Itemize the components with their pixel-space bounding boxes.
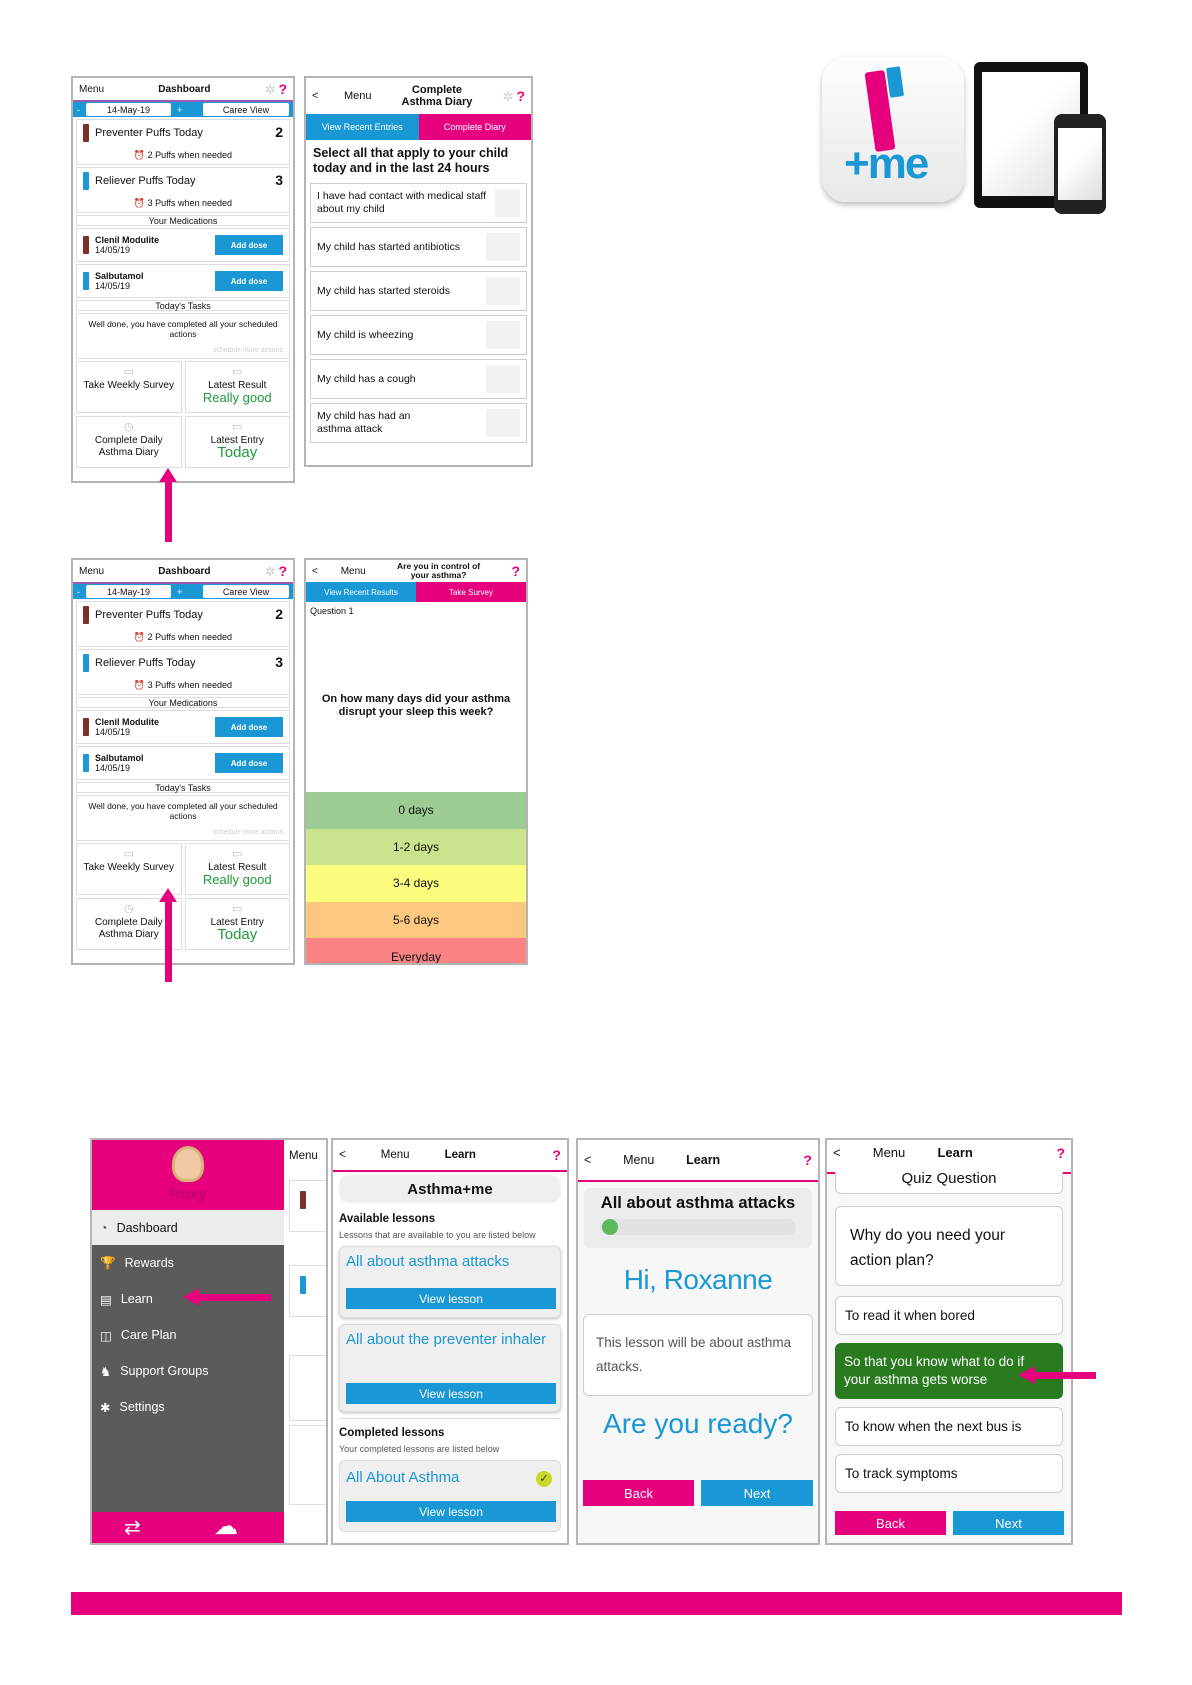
med-row	[76, 746, 290, 780]
reliever-card[interactable]	[76, 167, 290, 213]
med-row	[76, 264, 290, 298]
date-next-button[interactable]: +	[177, 586, 183, 597]
back-button[interactable]: <	[584, 1153, 592, 1167]
nav-item-dashboard[interactable]	[92, 1210, 284, 1245]
trophy-icon: 🏆	[100, 1255, 116, 1270]
schedule-more-link[interactable]: schedule more actions	[212, 829, 283, 836]
latest-result-value: Really good	[202, 390, 272, 405]
reliever-count: 3	[275, 654, 283, 670]
view-lesson-button[interactable]: View lesson	[346, 1501, 556, 1522]
map-icon: ◫	[100, 1328, 112, 1343]
diary-option[interactable]	[310, 315, 527, 355]
add-dose-button[interactable]: Add dose	[215, 271, 283, 291]
arrow-up-icon	[165, 480, 172, 542]
add-dose-button[interactable]: Add dose	[215, 235, 283, 255]
daily-diary-tile[interactable]	[76, 416, 182, 468]
alarm-icon: ⏰	[133, 150, 146, 160]
view-lesson-button[interactable]: View lesson	[346, 1383, 556, 1404]
menu-button[interactable]: Menu	[340, 565, 366, 577]
progress-bar	[600, 1219, 796, 1235]
survey-question: On how many days did your asthma disrupt your sleep this week?	[321, 693, 511, 718]
inhaler-icon	[83, 718, 89, 736]
preventer-count: 2	[275, 606, 283, 622]
clock-icon: ◷	[123, 903, 134, 915]
date-prev-button[interactable]: -	[77, 104, 80, 115]
nav-item-support-groups[interactable]	[92, 1353, 284, 1389]
caree-view-button[interactable]: Caree View	[203, 585, 289, 598]
people-icon: ♞	[100, 1364, 112, 1379]
footer-bar	[71, 1592, 1122, 1615]
tasks-text: Well done, you have completed all your scheduled actions	[88, 319, 278, 339]
option-label: My child has started steroids	[317, 284, 451, 297]
arrow-left-icon	[1034, 1372, 1096, 1379]
reliever-count: 3	[275, 172, 283, 188]
view-lesson-button[interactable]: View lesson	[346, 1288, 556, 1309]
alarm-icon: ⏰	[133, 680, 146, 690]
schedule-more-link[interactable]: schedule more actions	[212, 347, 283, 354]
tasks-header: Today's Tasks	[76, 300, 290, 311]
tasks-card	[76, 795, 290, 841]
med-row	[76, 710, 290, 744]
diary-heading: Select all that apply to your child today and in the last 24 hours	[313, 146, 509, 175]
help-icon[interactable]: ?	[278, 562, 287, 579]
back-button[interactable]: <	[339, 1149, 346, 1161]
daily-label: Complete Daily Asthma Diary	[94, 435, 163, 458]
preventer-card[interactable]	[76, 119, 290, 165]
screen-title: Learn	[444, 1149, 476, 1161]
checkbox[interactable]	[486, 277, 520, 305]
latest-entry-tile[interactable]	[185, 898, 291, 950]
screen-title: Complete Asthma Diary	[401, 84, 473, 108]
completed-heading: Completed lessons	[339, 1427, 445, 1439]
dashboard-icon: ◔	[100, 1220, 108, 1235]
add-dose-button[interactable]: Add dose	[215, 717, 283, 737]
help-icon[interactable]: ?	[1056, 1145, 1065, 1161]
latest-result-value: Really good	[202, 872, 272, 887]
help-icon[interactable]: ?	[511, 563, 520, 579]
medications-header: Your Medications	[76, 697, 290, 708]
quiz-answer[interactable]: To track symptoms	[835, 1454, 1063, 1493]
option-label: My child has a cough	[317, 372, 416, 385]
option-label: My child is wheezing	[317, 328, 414, 341]
nav-item-rewards[interactable]	[92, 1245, 284, 1281]
help-icon[interactable]: ?	[278, 80, 287, 97]
reliever-sub: 3 Puffs when needed	[147, 198, 233, 208]
clock-icon: ◷	[123, 421, 134, 433]
available-heading: Available lessons	[339, 1213, 436, 1225]
checkbox[interactable]	[486, 321, 520, 349]
diary-option[interactable]	[310, 271, 527, 311]
lesson-intro-screen	[576, 1138, 820, 1545]
back-button[interactable]: <	[833, 1145, 841, 1160]
diary-option[interactable]	[310, 227, 527, 267]
option-label: My child has started antibiotics	[317, 240, 460, 253]
weekly-label: Take Weekly Survey	[83, 862, 174, 873]
logo-text: +me	[844, 139, 928, 188]
drawer-footer	[92, 1512, 284, 1545]
lesson-heading: All about asthma attacks	[600, 1194, 796, 1212]
diary-option[interactable]	[310, 403, 527, 443]
checkbox[interactable]	[486, 409, 520, 437]
weekly-survey-tile[interactable]	[76, 361, 182, 413]
latest-entry-tile[interactable]	[185, 416, 291, 468]
survey-screen	[304, 558, 528, 965]
menu-button[interactable]: Menu	[872, 1145, 906, 1160]
survey-option[interactable]: 0 days	[306, 792, 526, 829]
dashboard-screen	[71, 76, 295, 483]
nav-drawer-screen	[90, 1138, 328, 1545]
alarm-icon: ⏰	[133, 198, 146, 208]
avatar	[172, 1146, 204, 1182]
menu-button[interactable]: Menu	[343, 90, 372, 102]
nav-label: Settings	[119, 1400, 165, 1414]
med-name: Clenil Modulite	[95, 717, 159, 727]
quiz-answer-selected[interactable]: So that you know what to do if your asthma gets worse	[835, 1343, 1063, 1399]
calendar-icon: ▭	[123, 366, 134, 378]
inhaler-icon	[83, 172, 89, 190]
menu-button[interactable]: Menu	[79, 565, 105, 577]
preventer-count: 2	[275, 124, 283, 140]
inhaler-icon	[83, 272, 89, 290]
med-date: 14/05/19	[95, 245, 131, 255]
med-name: Clenil Modulite	[95, 235, 159, 245]
check-icon: ✓	[536, 1471, 552, 1487]
survey-option[interactable]: 1-2 days	[306, 829, 526, 866]
lesson-title: All about the preventer inhaler	[346, 1331, 547, 1348]
nav-item-care-plan[interactable]	[92, 1317, 284, 1353]
app-title: Asthma+me	[339, 1175, 561, 1203]
greeting: Hi, Roxanne	[623, 1264, 773, 1295]
user-name: Roxy	[169, 1186, 207, 1203]
caree-view-button[interactable]: Caree View	[203, 103, 289, 116]
lesson-card	[339, 1324, 561, 1412]
cloud-icon[interactable]: ☁	[214, 1513, 238, 1540]
back-button[interactable]: <	[312, 565, 318, 577]
calendar-icon: ▭	[123, 848, 134, 860]
date-field[interactable]: 14-May-19	[86, 585, 171, 598]
alarm-icon: ⏰	[133, 632, 146, 642]
reliever-sub: 3 Puffs when needed	[147, 680, 233, 690]
lesson-card	[339, 1460, 561, 1532]
latest-result-label: Latest Result	[208, 380, 267, 391]
calendar-icon: ▭	[232, 366, 243, 378]
reliever-card[interactable]	[76, 649, 290, 695]
inhaler-icon	[83, 606, 89, 624]
med-name: Salbutamol	[95, 753, 144, 763]
reliever-label: Reliever Puffs Today	[95, 657, 196, 669]
nav-label: Support Groups	[120, 1364, 209, 1378]
tasks-header: Today's Tasks	[76, 782, 290, 793]
tab-recent-entries[interactable]: View Recent Entries	[306, 114, 419, 140]
next-button[interactable]: Next	[701, 1480, 813, 1506]
latest-result-tile[interactable]	[185, 843, 291, 895]
gear-icon[interactable]: ✲	[502, 88, 514, 104]
med-date: 14/05/19	[95, 763, 131, 773]
diary-option[interactable]	[310, 359, 527, 399]
menu-label[interactable]: Menu	[289, 1150, 318, 1162]
latest-result-tile[interactable]	[185, 361, 291, 413]
weekly-label: Take Weekly Survey	[83, 380, 174, 391]
arrow-up-icon	[165, 900, 172, 982]
sync-icon[interactable]: ⇄	[124, 1517, 141, 1539]
quiz-answer[interactable]: To read it when bored	[835, 1296, 1063, 1335]
tab-complete-diary[interactable]: Complete Diary	[419, 114, 532, 140]
quiz-question: Why do you need your action plan?	[835, 1206, 1063, 1286]
screen-title: Learn	[937, 1145, 973, 1160]
tab-recent-results[interactable]: View Recent Results	[306, 582, 416, 602]
calendar-icon: ▭	[232, 903, 243, 915]
app-logo	[822, 57, 964, 202]
nav-item-settings[interactable]	[92, 1389, 284, 1425]
completed-sub: Your completed lessons are listed below	[339, 1444, 500, 1454]
survey-option[interactable]: Everyday	[306, 938, 526, 965]
inhaler-icon	[83, 236, 89, 254]
diary-option[interactable]	[310, 183, 527, 223]
preventer-sub: 2 Puffs when needed	[147, 150, 233, 160]
gear-icon: ✱	[100, 1400, 111, 1415]
add-dose-button[interactable]: Add dose	[215, 753, 283, 773]
arrow-left-icon	[196, 1294, 271, 1301]
menu-button[interactable]: Menu	[79, 83, 105, 95]
inhaler-icon	[83, 654, 89, 672]
survey-options	[306, 792, 526, 965]
tasks-text: Well done, you have completed all your scheduled actions	[88, 801, 278, 821]
nav-label: Learn	[120, 1292, 153, 1306]
nav-label: Rewards	[124, 1256, 174, 1270]
lesson-title: All About Asthma	[346, 1469, 460, 1486]
screen-title: Dashboard	[158, 83, 211, 95]
daily-label: Complete Daily Asthma Diary	[94, 917, 163, 940]
checkbox[interactable]	[486, 365, 520, 393]
help-icon[interactable]: ?	[516, 87, 525, 104]
screen-title: Learn	[686, 1153, 721, 1167]
latest-entry-label: Latest Entry	[210, 435, 264, 446]
intro-text: This lesson will be about asthma attacks.	[583, 1314, 813, 1396]
nav-label: Dashboard	[116, 1220, 178, 1235]
quiz-screen	[825, 1138, 1073, 1545]
available-sub: Lessons that are available to you are listed below	[339, 1230, 536, 1240]
tasks-card	[76, 313, 290, 359]
preventer-label: Preventer Puffs Today	[95, 127, 203, 139]
inhaler-icon	[83, 124, 89, 142]
screen-title: Dashboard	[158, 565, 211, 577]
back-nav-button[interactable]: Back	[835, 1511, 946, 1535]
latest-entry-value: Today	[217, 926, 258, 943]
medications-header: Your Medications	[76, 215, 290, 226]
phone-icon	[1054, 114, 1106, 214]
lesson-header-card	[584, 1188, 812, 1248]
calendar-icon: ▭	[232, 421, 243, 433]
date-field[interactable]: 14-May-19	[86, 103, 171, 116]
back-button[interactable]: <	[312, 90, 319, 102]
med-date: 14/05/19	[95, 281, 131, 291]
learn-screen	[331, 1138, 569, 1545]
preventer-sub: 2 Puffs when needed	[147, 632, 233, 642]
survey-option[interactable]: 3-4 days	[306, 865, 526, 902]
preventer-label: Preventer Puffs Today	[95, 609, 203, 621]
preventer-card[interactable]	[76, 601, 290, 647]
gear-icon[interactable]: ✲	[264, 81, 276, 97]
help-icon[interactable]: ?	[552, 1147, 561, 1163]
drawer-header	[92, 1140, 284, 1210]
back-nav-button[interactable]: Back	[583, 1480, 694, 1506]
nav-label: Care Plan	[120, 1328, 177, 1342]
latest-entry-value: Today	[217, 444, 258, 461]
tab-take-survey[interactable]: Take Survey	[416, 582, 526, 602]
checkbox[interactable]	[495, 189, 520, 217]
med-row	[76, 228, 290, 262]
survey-option[interactable]: 5-6 days	[306, 902, 526, 939]
ready-text: Are you ready?	[603, 1408, 793, 1439]
quiz-label: Quiz Question	[835, 1172, 1063, 1194]
next-button[interactable]: Next	[953, 1511, 1064, 1535]
option-label: My child has had an asthma attack	[317, 410, 411, 435]
diary-screen	[304, 76, 533, 467]
dashboard-screen	[71, 558, 295, 965]
reliever-label: Reliever Puffs Today	[95, 175, 196, 187]
option-label: I have had contact with medical staff about my child	[317, 190, 487, 215]
latest-entry-label: Latest Entry	[210, 917, 264, 928]
book-icon: ▤	[100, 1292, 112, 1307]
inhaler-icon	[83, 754, 89, 772]
menu-button[interactable]: Menu	[623, 1153, 655, 1167]
med-date: 14/05/19	[95, 727, 131, 737]
lesson-card	[339, 1246, 561, 1318]
date-next-button[interactable]: +	[177, 104, 183, 115]
help-icon[interactable]: ?	[803, 1152, 812, 1168]
calendar-icon: ▭	[232, 848, 243, 860]
screen-title: Are you in control of your asthma?	[397, 561, 481, 580]
med-name: Salbutamol	[95, 271, 144, 281]
menu-button[interactable]: Menu	[380, 1149, 410, 1161]
gear-icon[interactable]: ✲	[264, 563, 276, 579]
lesson-title: All about asthma attacks	[346, 1253, 510, 1270]
question-number: Question 1	[310, 606, 354, 616]
date-prev-button[interactable]: -	[77, 586, 80, 597]
checkbox[interactable]	[486, 233, 520, 261]
quiz-answer[interactable]: To know when the next bus is	[835, 1407, 1063, 1446]
latest-result-label: Latest Result	[208, 862, 267, 873]
